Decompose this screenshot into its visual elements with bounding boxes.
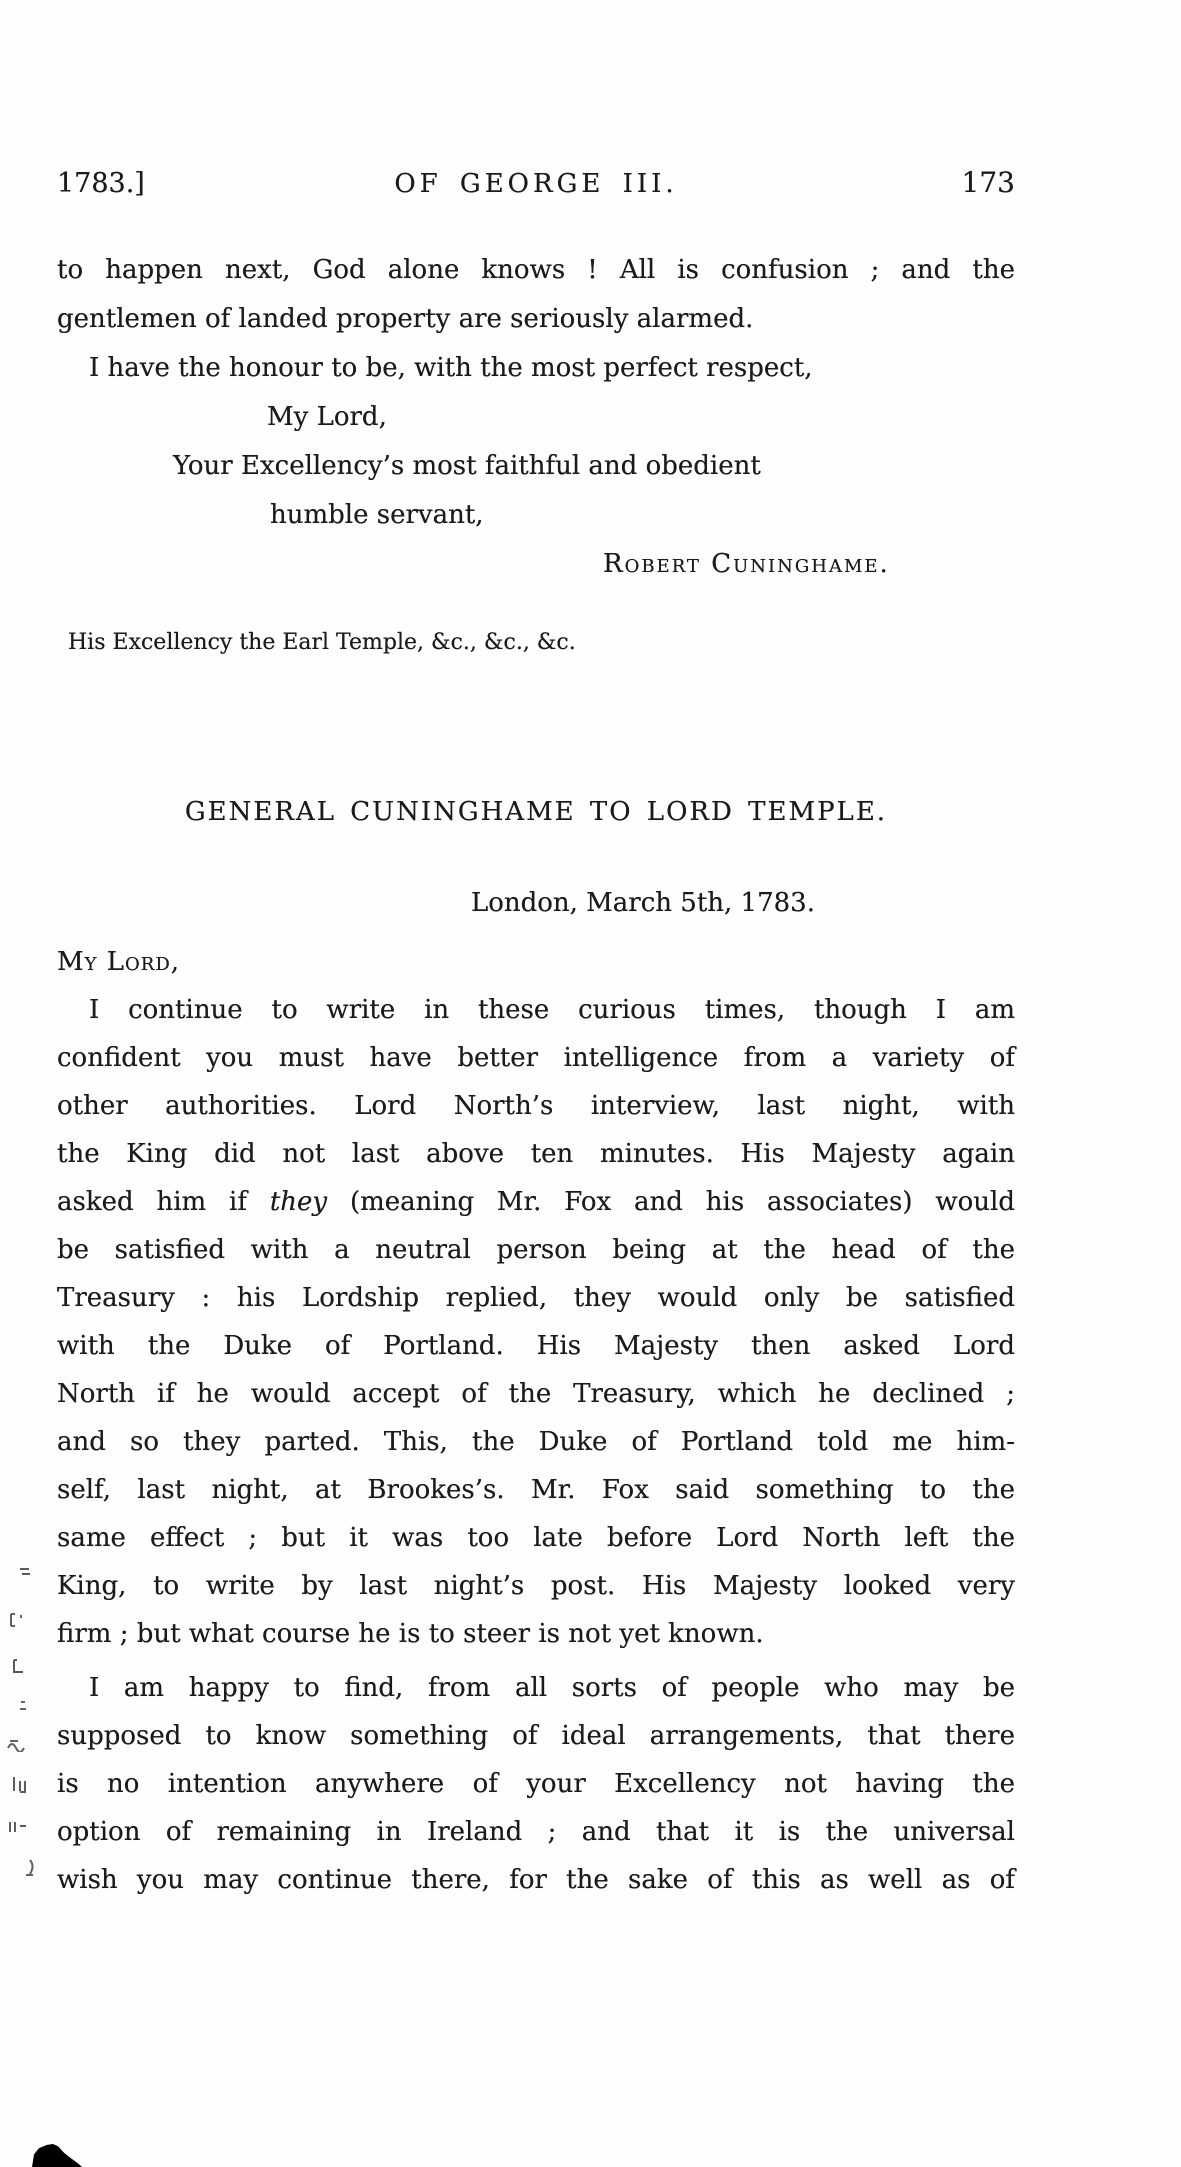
running-head (57, 166, 1015, 199)
section-heading: GENERAL CUNINGHAME TO LORD TEMPLE. (184, 797, 888, 827)
margin-artifact (8, 1818, 28, 1834)
margin-artifact (22, 1858, 38, 1878)
closing-line: humble servant, (270, 500, 484, 530)
text-line: self, last night, at Brookes’s. Mr. Fox said something to the (57, 1475, 1015, 1505)
text-line: with the Duke of Portland. His Majesty then asked Lord (57, 1331, 1015, 1361)
salutation: My Lord, (57, 947, 181, 977)
signature: Robert Cuninghame. (603, 549, 890, 579)
text-line: supposed to know something of ideal arrangements, that there (57, 1721, 1015, 1751)
text-line: to happen next, God alone knows ! All is confusion ; and the (57, 255, 1015, 285)
paragraph-2 (57, 1664, 1015, 1904)
closing-line: My Lord, (267, 402, 387, 432)
text-line: be satisfied with a neutral person being at the head of the (57, 1235, 1015, 1265)
text-line: firm ; but what course he is to steer is not yet known. (57, 1619, 764, 1649)
text-line: I am happy to find, from all sorts of people who may be (89, 1673, 1015, 1703)
dateline: London, March 5th, 1783. (470, 888, 815, 918)
honour-line: I have the honour to be, with the most perfect respect, (89, 353, 813, 383)
text-segment: (meaning Mr. Fox and his associates) would (327, 1187, 1016, 1217)
page-number: 173 (961, 166, 1015, 199)
text-line: the King did not last above ten minutes. His Majesty again (57, 1139, 1015, 1169)
text-segment: asked him if (57, 1187, 270, 1217)
text-line: option of remaining in Ireland ; and that it is the universal (57, 1817, 1015, 1847)
text-line: same effect ; but it was too late before Lord North left the (57, 1523, 1015, 1553)
text-line (57, 1178, 1015, 1226)
text-line: I continue to write in these curious times, though I am (89, 995, 1015, 1025)
margin-year: 1783.] (57, 168, 145, 199)
text-line: confident you must have better intelligence from a variety of (57, 1043, 1015, 1073)
text-line: gentlemen of landed property are seriously alarmed. (57, 304, 754, 334)
closing-line: Your Excellency’s most faithful and obedient (173, 451, 761, 481)
margin-artifact (10, 1658, 26, 1674)
margin-artifact (6, 1738, 28, 1752)
text-line: other authorities. Lord North’s interview, last night, with (57, 1091, 1015, 1121)
paragraph-1 (57, 986, 1015, 1658)
text-line: Treasury : his Lordship replied, they would only be satisfied (57, 1283, 1015, 1313)
margin-artifact (12, 1775, 30, 1795)
previous-letter-ending (57, 246, 1015, 589)
text-line: North if he would accept of the Treasury, which he declined ; (57, 1379, 1015, 1409)
running-title: OF GEORGE III. (394, 169, 678, 199)
page-corner-blot (32, 2144, 82, 2167)
italic-word: they (269, 1187, 328, 1217)
addressee-line: His Excellency the Earl Temple, &c., &c., &c. (68, 630, 576, 655)
margin-artifact (18, 1700, 30, 1712)
margin-artifact (8, 1612, 26, 1628)
letter-body (57, 938, 1015, 1904)
text-line: and so they parted. This, the Duke of Portland told me him- (57, 1427, 1015, 1457)
text-line: King, to write by last night’s post. His Majesty looked very (57, 1571, 1015, 1601)
margin-artifact (18, 1566, 34, 1580)
text-line: wish you may continue there, for the sake of this as well as of (57, 1865, 1015, 1895)
text-line: is no intention anywhere of your Excellency not having the (57, 1769, 1015, 1799)
